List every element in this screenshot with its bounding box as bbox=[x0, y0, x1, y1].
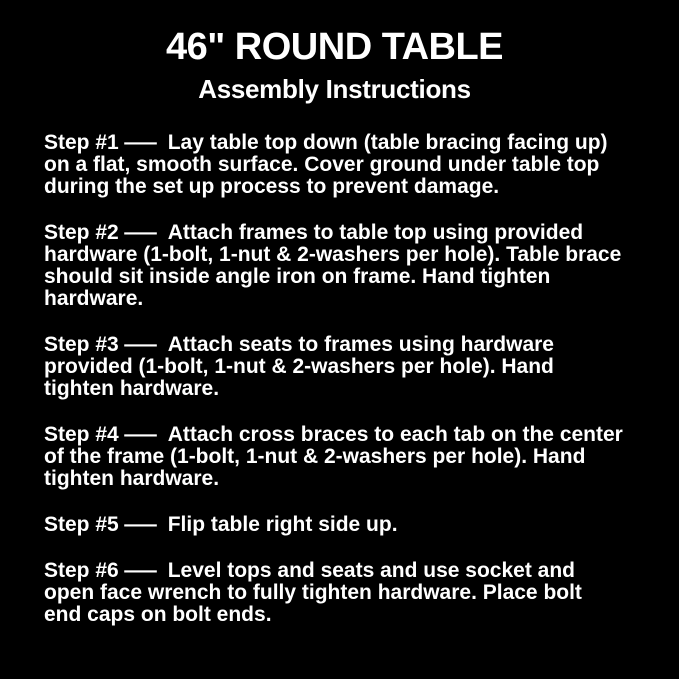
steps-list bbox=[44, 132, 625, 626]
step-5-text: Flip table right side up. bbox=[167, 513, 398, 536]
step-2-text: Attach frames to table top using provided hardware (1-bolt, 1-nut & 2-washers per hole). Table brace should sit inside angle iron on frame. Hand tighten hardware. bbox=[44, 221, 622, 310]
step-3-text: Attach seats to frames using hardware provided (1-bolt, 1-nut & 2-washers per hole). Hand tighten hardware. bbox=[44, 333, 554, 400]
em-dash: — bbox=[123, 559, 157, 582]
step-4-label: Step #4 bbox=[44, 423, 119, 446]
page-title: 46" ROUND TABLE bbox=[165, 26, 504, 68]
step-item-1 bbox=[44, 132, 625, 198]
page-subtitle: Assembly Instructions bbox=[198, 74, 471, 104]
step-6-text: Level tops and seats and use socket and open face wrench to fully tighten hardware. Place bolt end caps on bolt ends. bbox=[44, 559, 582, 626]
step-item-6 bbox=[44, 560, 625, 626]
step-1-text: Lay table top down (table bracing facing up) on a flat, smooth surface. Cover ground under table top during the set up process to prevent damage. bbox=[44, 131, 608, 198]
step-item-4 bbox=[44, 424, 625, 490]
em-dash: — bbox=[123, 131, 157, 154]
step-3-label: Step #3 bbox=[44, 333, 119, 356]
step-4-text: Attach cross braces to each tab on the center of the frame (1-bolt, 1-nut & 2-washers per hole). Hand tighten hardware. bbox=[44, 423, 623, 490]
step-1-label: Step #1 bbox=[44, 131, 119, 154]
step-item-3 bbox=[44, 334, 625, 400]
header bbox=[44, 24, 625, 104]
em-dash: — bbox=[123, 513, 157, 536]
step-item-2 bbox=[44, 222, 625, 310]
step-2-label: Step #2 bbox=[44, 221, 119, 244]
step-item-5 bbox=[44, 514, 625, 536]
step-6-label: Step #6 bbox=[44, 559, 119, 582]
em-dash: — bbox=[123, 423, 157, 446]
step-5-label: Step #5 bbox=[44, 513, 119, 536]
em-dash: — bbox=[123, 221, 157, 244]
em-dash: — bbox=[123, 333, 157, 356]
